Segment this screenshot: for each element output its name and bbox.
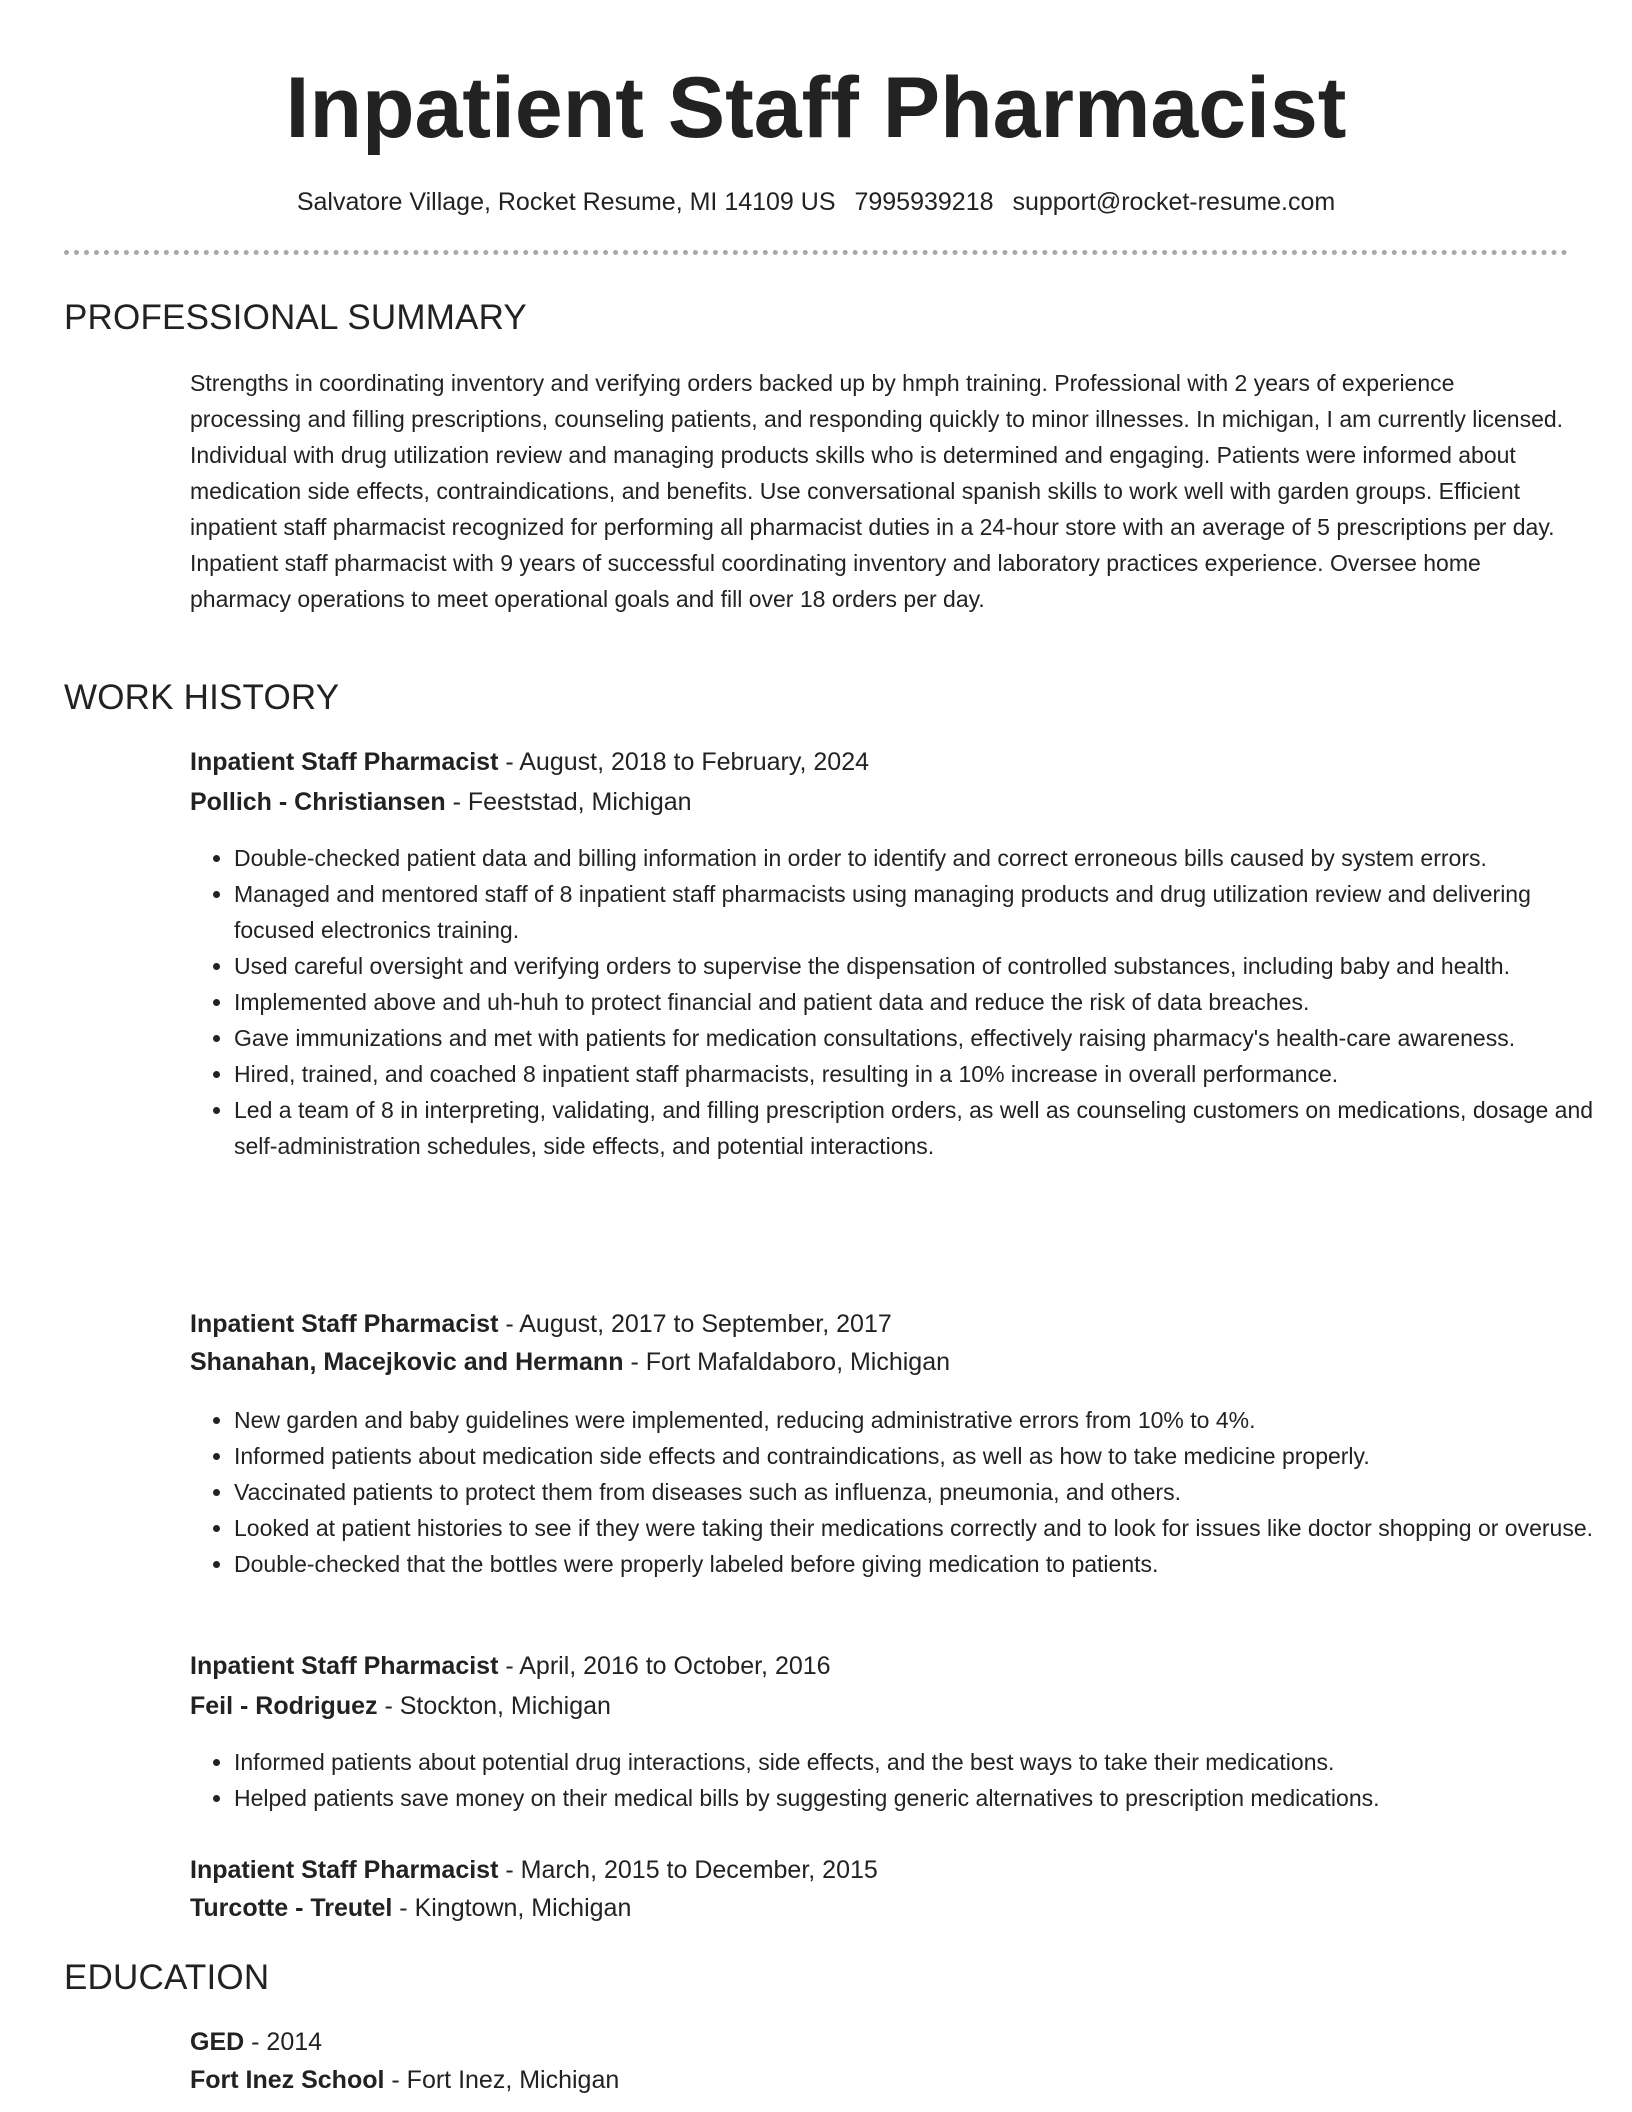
job-3-bullets — [190, 1744, 1614, 1816]
list-item: • Led a team of 8 in interpreting, validating, and filling prescription orders, as well as counseling customers on medications, dosage and self-administration schedules, side effects, and potential interactions. — [234, 1092, 1614, 1164]
contact-line — [0, 186, 1632, 218]
job-dates: - August, 2017 to September, 2017 — [505, 1310, 892, 1338]
job-location: - Feeststad, Michigan — [452, 788, 692, 816]
job-2-company-line — [190, 1346, 950, 1378]
contact-address: Salvatore Village, Rocket Resume, MI 14109 US — [296, 188, 836, 216]
job-1-company-line — [190, 786, 692, 818]
list-item: • Managed and mentored staff of 8 inpatient staff pharmacists using managing products and drug utilization review and delivering focused electronics training. — [234, 876, 1614, 948]
job-location: - Fort Mafaldaboro, Michigan — [630, 1348, 951, 1376]
education-degree: GED — [190, 2028, 245, 2056]
education-location: - Fort Inez, Michigan — [391, 2066, 620, 2094]
job-1-bullets — [190, 840, 1614, 1164]
list-item: • Helped patients save money on their medical bills by suggesting generic alternatives to prescription medications. — [234, 1780, 1614, 1816]
job-company: Turcotte - Treutel — [190, 1894, 393, 1922]
job-company: Shanahan, Macejkovic and Hermann — [190, 1348, 624, 1376]
section-title-summary: PROFESSIONAL SUMMARY — [64, 298, 527, 337]
job-3-company-line — [190, 1690, 611, 1722]
job-2-title-line — [190, 1308, 892, 1340]
section-title-work-history: WORK HISTORY — [64, 678, 340, 717]
job-2-bullets — [190, 1402, 1614, 1582]
job-dates: - April, 2016 to October, 2016 — [505, 1652, 831, 1680]
job-company: Pollich - Christiansen — [190, 788, 446, 816]
job-dates: - August, 2018 to February, 2024 — [505, 748, 870, 776]
job-role: Inpatient Staff Pharmacist — [190, 1856, 499, 1884]
job-company: Feil - Rodriguez — [190, 1692, 378, 1720]
job-4-company-line — [190, 1892, 631, 1924]
list-item: • Looked at patient histories to see if they were taking their medications correctly and to look for issues like doctor shopping or overuse. — [234, 1510, 1614, 1546]
list-item: • Gave immunizations and met with patients for medication consultations, effectively raising pharmacy's health-care awareness. — [234, 1020, 1614, 1056]
job-location: - Stockton, Michigan — [384, 1692, 611, 1720]
job-1-title-line — [190, 746, 869, 778]
job-3-title-line — [190, 1650, 831, 1682]
job-role: Inpatient Staff Pharmacist — [190, 1652, 499, 1680]
job-4-title-line — [190, 1854, 878, 1886]
list-item: • Hired, trained, and coached 8 inpatient staff pharmacists, resulting in a 10% increase in overall performance. — [234, 1056, 1614, 1092]
summary-text: Strengths in coordinating inventory and verifying orders backed up by hmph training. Professional with 2 years of experience processing and filling prescriptions, counseling patients, and responding quickly to minor illnesses. In michigan, I am currently licensed. Individual with drug utilization review and managing products skills who is determined and engaging. Patients were informed about medication side effects, contraindications, and benefits. Use conversational spanish skills to work well with garden groups. Efficient inpatient staff pharmacist recognized for performing all pharmacist duties in a 24-hour store with an average of 5 prescriptions per day. Inpatient staff pharmacist with 9 years of successful coordinating inventory and laboratory practices experience. Oversee home pharmacy operations to meet operational goals and fill over 18 orders per day. — [190, 370, 1564, 612]
list-item: • Double-checked patient data and billing information in order to identify and correct erroneous bills caused by system errors. — [234, 840, 1614, 876]
section-title-education: EDUCATION — [64, 1958, 270, 1997]
job-dates: - March, 2015 to December, 2015 — [505, 1856, 878, 1884]
list-item: • Implemented above and uh-huh to protect financial and patient data and reduce the risk of data breaches. — [234, 984, 1614, 1020]
education-school: Fort Inez School — [190, 2066, 385, 2094]
job-role: Inpatient Staff Pharmacist — [190, 1310, 499, 1338]
job-role: Inpatient Staff Pharmacist — [190, 748, 499, 776]
education-year: - 2014 — [251, 2028, 323, 2056]
list-item: • Double-checked that the bottles were properly labeled before giving medication to patients. — [234, 1546, 1614, 1582]
list-item: • Used careful oversight and verifying orders to supervise the dispensation of controlled substances, including baby and health. — [234, 948, 1614, 984]
candidate-name: Inpatient Staff Pharmacist — [285, 60, 1347, 156]
job-location: - Kingtown, Michigan — [399, 1894, 632, 1922]
header-divider — [64, 250, 1568, 255]
education-degree-line — [190, 2026, 322, 2058]
contact-phone: 7995939218 — [854, 188, 994, 216]
list-item: • Vaccinated patients to protect them from diseases such as influenza, pneumonia, and others. — [234, 1474, 1614, 1510]
list-item: • Informed patients about medication side effects and contraindications, as well as how to take medicine properly. — [234, 1438, 1614, 1474]
list-item: • Informed patients about potential drug interactions, side effects, and the best ways to take their medications. — [234, 1744, 1614, 1780]
list-item: • New garden and baby guidelines were implemented, reducing administrative errors from 10% to 4%. — [234, 1402, 1614, 1438]
education-school-line — [190, 2064, 619, 2096]
contact-email: support@rocket-resume.com — [1012, 188, 1336, 216]
